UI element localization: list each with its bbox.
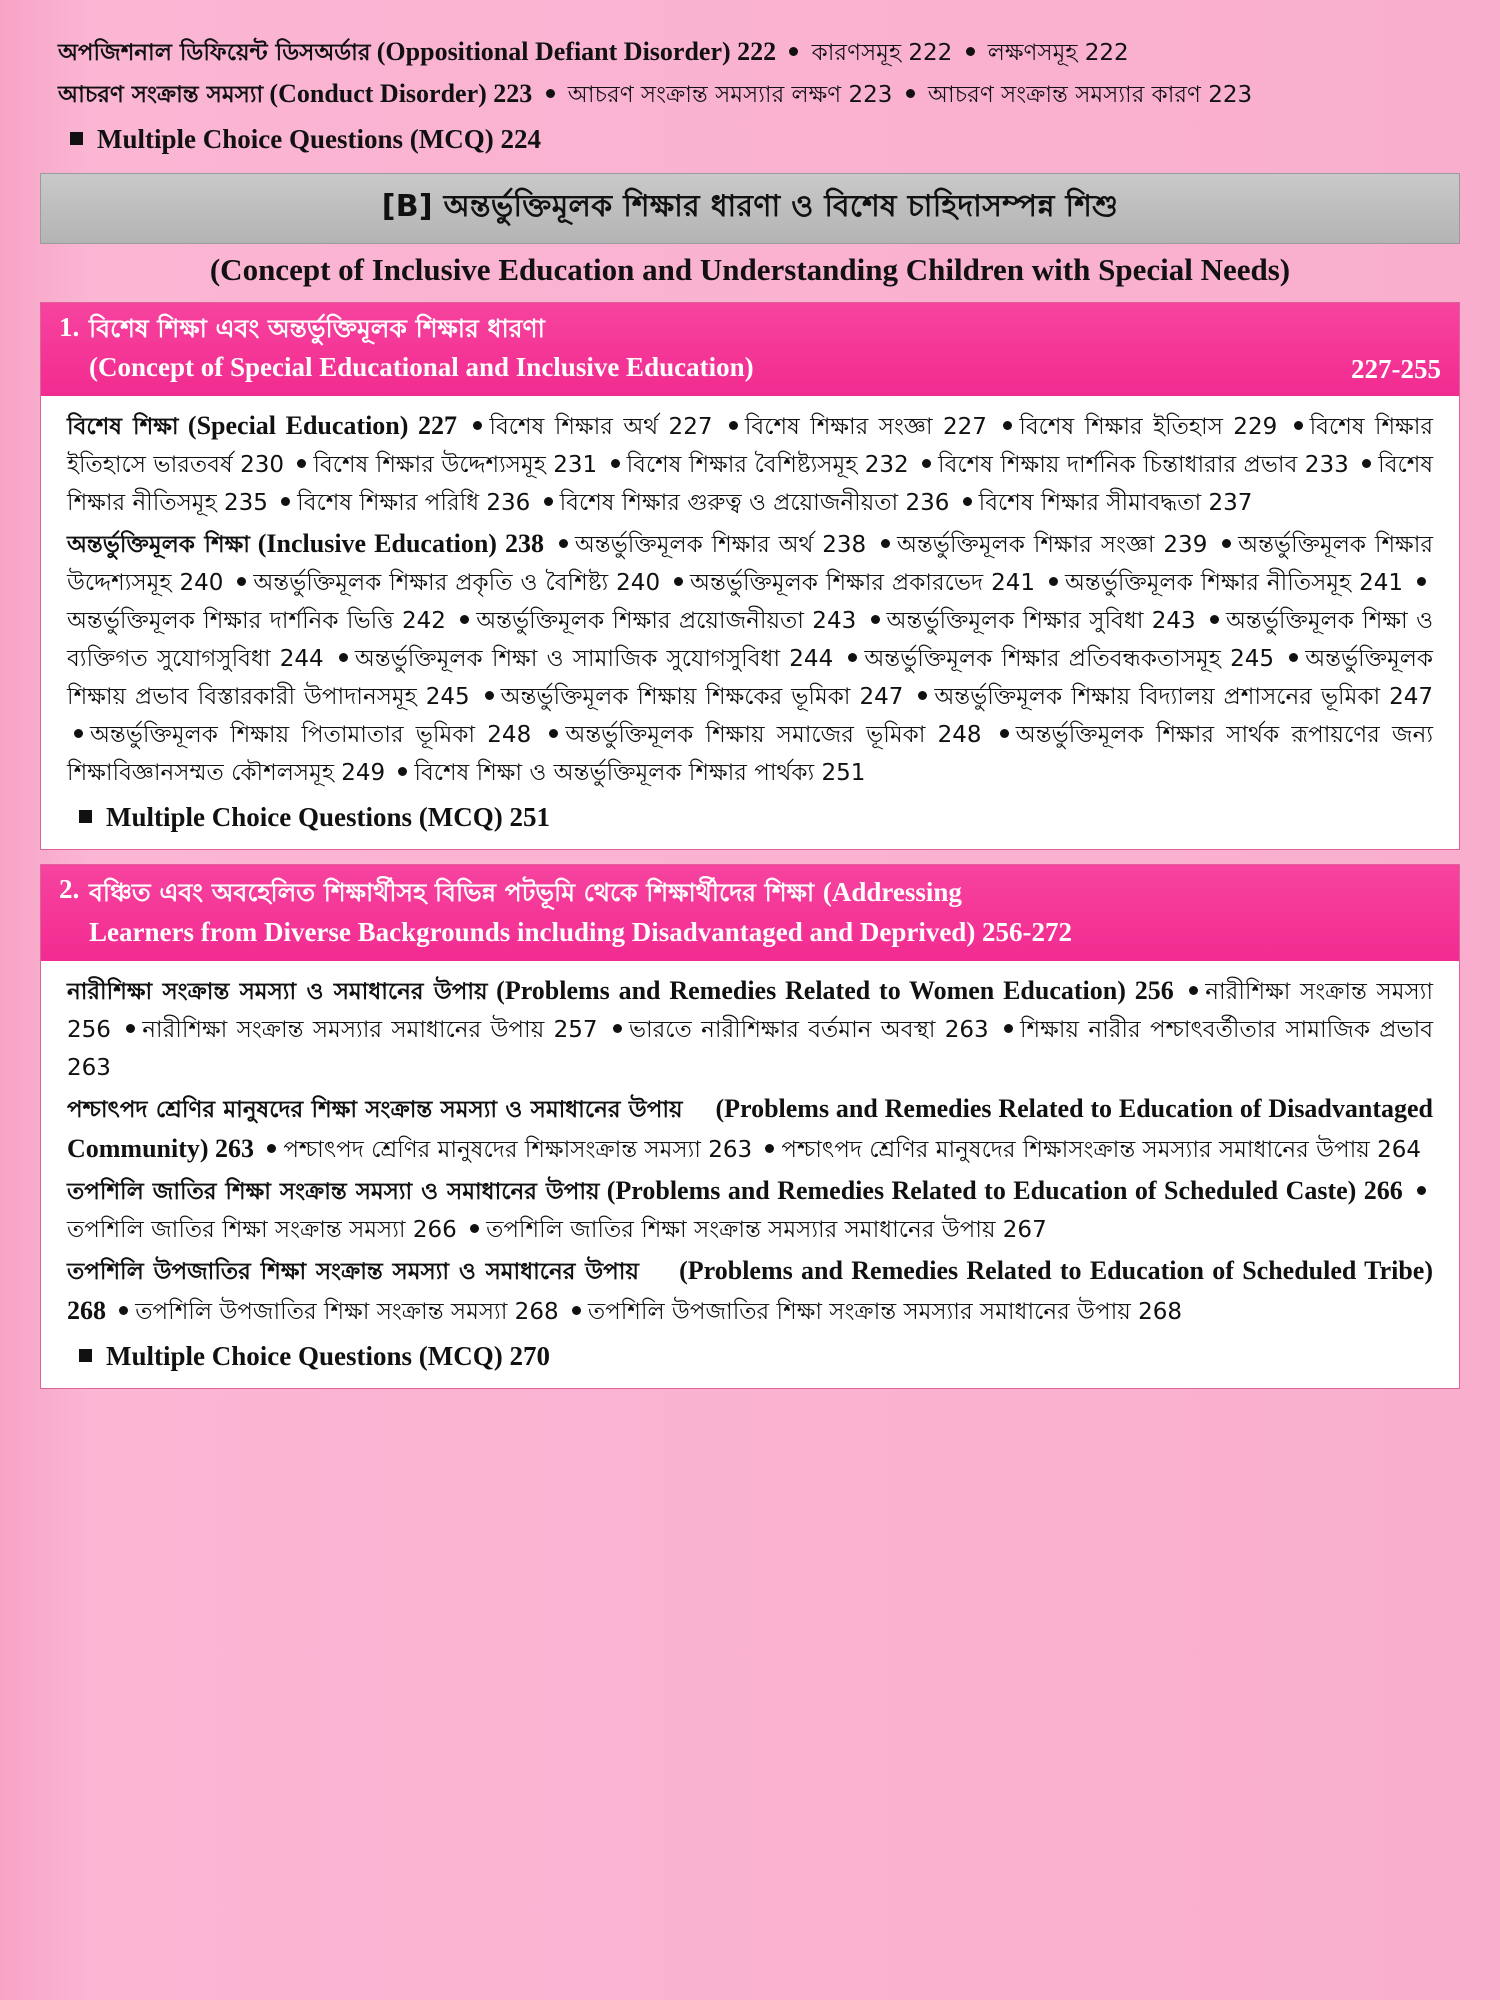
topic-2-sub: অন্তর্ভুক্তিমূলক শিক্ষার দার্শনিক ভিত্তি 242: [67, 608, 446, 635]
topic-2-sub: অন্তর্ভুক্তিমূলক শিক্ষায় শিক্ষকের ভূমিকা 247: [500, 684, 904, 711]
entry1-en-title: (Oppositional Defiant Disorder) 222: [376, 37, 777, 66]
bullet-dot-icon: [119, 1306, 128, 1315]
bullet-dot-icon: [460, 615, 469, 624]
chapter-2-title-bn-text: বঞ্চিত এবং অবহেলিত শিক্ষার্থীসহ বিভিন্ন পটভূমি থেকে শিক্ষার্থীদের শিক্ষা: [89, 878, 815, 908]
chapter-2-group-3: [67, 1171, 1433, 1249]
chapter-1-header[interactable]: [41, 303, 1459, 396]
topic-2-sub: অন্তর্ভুক্তিমূলক শিক্ষার সার্থক রূপায়ণের জন্য শিক্ষাবিজ্ঞানসম্মত কৌশলসমূহ 249: [67, 722, 1433, 787]
group-1-sub: নারীশিক্ষা সংক্রান্ত সমস্যা 256: [67, 979, 1434, 1044]
group-3-sub: তপশিলি জাতির শিক্ষা সংক্রান্ত সমস্যার সমাধানের উপায় 267: [486, 1217, 1047, 1244]
topic-2-sub: অন্তর্ভুক্তিমূলক শিক্ষার প্রকারভেদ 241: [690, 570, 1035, 597]
topic-1-sub: বিশেষ শিক্ষার সীমাবদ্ধতা 237: [978, 490, 1253, 517]
bullet-dot-icon: [237, 577, 246, 586]
section-banner-en: (Concept of Inclusive Education and Understanding Children with Special Needs): [209, 252, 1291, 287]
group-2-head-en: (Problems and Remedies Related to Education of Disadvantaged Community) 263: [67, 1094, 1434, 1164]
bullet-dot-icon: [297, 459, 306, 468]
bullet-dot-icon: [339, 653, 348, 662]
bullet-dot-icon: [267, 1144, 276, 1153]
entry-oppositional-defiant-disorder: [58, 32, 1442, 72]
topic-2-sub: অন্তর্ভুক্তিমূলক শিক্ষার অর্থ 238: [574, 532, 867, 559]
chapter-2-group-4: [67, 1251, 1433, 1331]
bullet-dot-icon: [881, 539, 890, 548]
chapter-2-header[interactable]: [41, 865, 1459, 961]
group-1-sub: নারীশিক্ষা সংক্রান্ত সমস্যার সমাধানের উপায় 257: [142, 1017, 598, 1044]
topic-2-sub: অন্তর্ভুক্তিমূলক শিক্ষায় সমাজের ভূমিকা 248: [565, 722, 982, 749]
chapter-1-body: [41, 396, 1459, 849]
square-bullet-icon: [70, 132, 83, 145]
bullet-dot-icon: [1210, 615, 1219, 624]
entry1-sub-1: কারণসমূহ 222: [811, 40, 953, 66]
bullet-dot-icon: [74, 729, 83, 738]
section-banner-bn: [B] অন্তর্ভুক্তিমূলক শিক্ষার ধারণা ও বিশেষ চাহিদাসম্পন্ন শিশু: [381, 189, 1119, 224]
chapter-card-1: [40, 302, 1460, 850]
topic-2-sub: বিশেষ শিক্ষা ও অন্তর্ভুক্তিমূলক শিক্ষার পার্থক্য 251: [414, 760, 866, 787]
topic-1-sub: বিশেষ শিক্ষায় দার্শনিক চিন্তাধারার প্রভাব 233: [938, 452, 1349, 479]
bullet-dot-icon: [1362, 459, 1371, 468]
bullet-dot-icon: [281, 497, 290, 506]
topic-1-sub: বিশেষ শিক্ষার পরিধি 236: [297, 490, 531, 517]
entry1-bn-title: অপজিশনাল ডিফিয়েন্ট ডিসঅর্ডার: [58, 40, 371, 66]
chapter-card-2: [40, 864, 1460, 1389]
group-3-head-en: (Problems and Remedies Related to Education of Scheduled Caste) 266: [606, 1176, 1403, 1206]
chapter-1-title-bn: বিশেষ শিক্ষা এবং অন্তর্ভুক্তিমূলক শিক্ষার ধারণা: [89, 314, 545, 343]
chapter-2-group-1: [67, 971, 1433, 1087]
bullet-dot-icon: [613, 1024, 622, 1033]
group-1-sub: ভারতে নারীশিক্ষার বর্তমান অবস্থা 263: [628, 1017, 989, 1044]
topic-2-en: (Inclusive Education) 238: [257, 529, 545, 559]
bullet-dot-icon: [1222, 539, 1231, 548]
topic-2-sub: অন্তর্ভুক্তিমূলক শিক্ষার সংজ্ঞা 239: [897, 532, 1208, 559]
bullet-dot-icon: [546, 89, 555, 98]
topic-2-sub: অন্তর্ভুক্তিমূলক শিক্ষায় প্রভাব বিস্তারকারী উপাদানসমূহ 245: [67, 646, 1434, 711]
topic-2-sub: অন্তর্ভুক্তিমূলক শিক্ষা ও ব্যক্তিগত সুযোগসুবিধা 244: [67, 608, 1434, 673]
topic-2-sub: অন্তর্ভুক্তিমূলক শিক্ষার প্রয়োজনীয়তা 243: [476, 608, 857, 635]
bullet-dot-icon: [1294, 421, 1303, 430]
entry1-sub-2: লক্ষণসমূহ 222: [987, 40, 1129, 66]
group-1-head-bn: নারীশিক্ষা সংক্রান্ত সমস্যা ও সমাধানের উপায়: [67, 979, 488, 1006]
bullet-dot-icon: [1417, 577, 1426, 586]
group-2-sub: পশ্চাৎপদ শ্রেণির মানুষদের শিক্ষাসংক্রান্ত সমস্যা 263: [283, 1137, 753, 1164]
entry2-sub-2: আচরণ সংক্রান্ত সমস্যার কারণ 223: [927, 82, 1253, 108]
topic-2-sub: অন্তর্ভুক্তিমূলক শিক্ষায় বিদ্যালয় প্রশাসনের ভূমিকা 247: [934, 684, 1434, 711]
topic-1-sub: বিশেষ শিক্ষার ইতিহাসে ভারতবর্ষ 230: [67, 414, 1434, 479]
group-1-head-en: (Problems and Remedies Related to Women Education) 256: [496, 976, 1174, 1006]
bullet-dot-icon: [789, 47, 798, 56]
bullet-dot-icon: [729, 421, 738, 430]
topic-1-sub: বিশেষ শিক্ষার উদ্দেশ্যসমূহ 231: [313, 452, 598, 479]
bullet-dot-icon: [544, 497, 553, 506]
bullet-dot-icon: [398, 767, 407, 776]
chapter-2-body: [41, 961, 1459, 1388]
mcq-line-chapter-2: [79, 1341, 1433, 1372]
topic-2-sub: অন্তর্ভুক্তিমূলক শিক্ষা ও সামাজিক সুযোগসুবিধা 244: [354, 646, 834, 673]
topic-1-sub: বিশেষ শিক্ষার বৈশিষ্ট্যসমূহ 232: [626, 452, 909, 479]
topic-1-sub: বিশেষ শিক্ষার নীতিসমূহ 235: [67, 452, 1434, 517]
entry2-sub-1: আচরণ সংক্রান্ত সমস্যার লক্ষণ 223: [567, 82, 893, 108]
bullet-dot-icon: [848, 653, 857, 662]
topic-1-sub: বিশেষ শিক্ষার অর্থ 227: [489, 414, 713, 441]
topic-1-en: (Special Education) 227: [187, 411, 458, 441]
group-3-sub: তপশিলি জাতির শিক্ষা সংক্রান্ত সমস্যা 266: [67, 1217, 457, 1244]
group-4-sub: তপশিলি উপজাতির শিক্ষা সংক্রান্ত সমস্যা 268: [135, 1299, 559, 1326]
chapter-1-title-en: (Concept of Special Educational and Inclusive Education): [89, 351, 754, 382]
mcq-label: Multiple Choice Questions (MCQ) 224: [97, 124, 541, 154]
topic-1-sub: বিশেষ শিক্ষার ইতিহাস 229: [1019, 414, 1278, 441]
chapter-1-topic-1: [67, 406, 1433, 522]
entry2-en-title: (Conduct Disorder) 223: [269, 79, 533, 108]
bullet-dot-icon: [1417, 1186, 1426, 1195]
section-banner-b: [40, 173, 1460, 244]
bullet-dot-icon: [470, 1224, 479, 1233]
entry-conduct-disorder: [58, 74, 1442, 114]
bullet-dot-icon: [922, 459, 931, 468]
bullet-dot-icon: [126, 1024, 135, 1033]
topic-2-sub: অন্তর্ভুক্তিমূলক শিক্ষায় পিতামাতার ভূমিকা 248: [90, 722, 532, 749]
group-1-sub: শিক্ষায় নারীর পশ্চাৎবর্তীতার সামাজিক প্রভাব 263: [67, 1017, 1434, 1082]
topic-1-sub: বিশেষ শিক্ষার সংজ্ঞা 227: [744, 414, 987, 441]
top-entries-block: [30, 20, 1470, 155]
mcq-line-chapter-1: [79, 802, 1433, 833]
group-4-head-bn: তপশিলি উপজাতির শিক্ষা সংক্রান্ত সমস্যা ও সমাধানের উপায়: [67, 1259, 639, 1286]
bullet-dot-icon: [1003, 421, 1012, 430]
topic-1-sub: বিশেষ শিক্ষার গুরুত্ব ও প্রয়োজনীয়তা 236: [559, 490, 950, 517]
bullet-dot-icon: [1004, 1024, 1013, 1033]
mcq-label: Multiple Choice Questions (MCQ) 270: [106, 1341, 550, 1372]
bullet-dot-icon: [871, 615, 880, 624]
group-2-head-bn: পশ্চাৎপদ শ্রেণির মানুষদের শিক্ষা সংক্রান্ত সমস্যা ও সমাধানের উপায়: [67, 1097, 683, 1124]
topic-2-sub: অন্তর্ভুক্তিমূলক শিক্ষার প্রকৃতি ও বৈশিষ্ট্য 240: [253, 570, 661, 597]
bullet-dot-icon: [1000, 729, 1009, 738]
topic-2-sub: অন্তর্ভুক্তিমূলক শিক্ষার নীতিসমূহ 241: [1064, 570, 1404, 597]
bullet-dot-icon: [485, 691, 494, 700]
bullet-dot-icon: [549, 729, 558, 738]
group-4-head-en: (Problems and Remedies Related to Education of Scheduled Tribe) 268: [67, 1256, 1433, 1326]
group-3-head-bn: তপশিলি জাতির শিক্ষা সংক্রান্ত সমস্যা ও সমাধানের উপায়: [67, 1179, 600, 1206]
chapter-2-number: 2.: [59, 874, 80, 905]
bullet-dot-icon: [918, 691, 927, 700]
bullet-dot-icon: [572, 1306, 581, 1315]
topic-2-bn: অন্তর্ভুক্তিমূলক শিক্ষা: [67, 532, 250, 559]
topic-2-sub: অন্তর্ভুক্তিমূলক শিক্ষার প্রতিবন্ধকতাসমূহ 245: [864, 646, 1275, 673]
bullet-dot-icon: [1289, 653, 1298, 662]
square-bullet-icon: [79, 1349, 92, 1362]
bullet-dot-icon: [559, 539, 568, 548]
entry2-bn-title: আচরণ সংক্রান্ত সমস্যা: [58, 82, 264, 108]
topic-2-sub: অন্তর্ভুক্তিমূলক শিক্ষার উদ্দেশ্যসমূহ 240: [67, 532, 1434, 597]
square-bullet-icon: [79, 810, 92, 823]
bullet-dot-icon: [611, 459, 620, 468]
bullet-dot-icon: [906, 89, 915, 98]
bullet-dot-icon: [674, 577, 683, 586]
bullet-dot-icon: [966, 47, 975, 56]
bullet-dot-icon: [963, 497, 972, 506]
topic-2-sub: অন্তর্ভুক্তিমূলক শিক্ষার সুবিধা 243: [886, 608, 1196, 635]
topic-1-bn: বিশেষ শিক্ষা: [67, 414, 179, 441]
chapter-1-number: 1.: [59, 312, 80, 342]
group-2-sub: পশ্চাৎপদ শ্রেণির মানুষদের শিক্ষাসংক্রান্ত সমস্যার সমাধানের উপায় 264: [781, 1137, 1422, 1164]
mcq-line-top: [70, 124, 1442, 155]
chapter-2-title-en-part2: Learners from Diverse Backgrounds including Disadvantaged and Deprived) 256-272: [89, 916, 1073, 947]
group-4-sub: তপশিলি উপজাতির শিক্ষা সংক্রান্ত সমস্যার সমাধানের উপায় 268: [587, 1299, 1183, 1326]
bullet-dot-icon: [473, 421, 482, 430]
chapter-2-title-en-part1: (Addressing: [822, 877, 962, 908]
bullet-dot-icon: [1189, 986, 1198, 995]
chapter-1-pages: 227-255: [1351, 354, 1441, 385]
chapter-2-title-bn: [89, 874, 1441, 910]
bullet-dot-icon: [1049, 577, 1058, 586]
chapter-2-group-2: [67, 1089, 1433, 1169]
chapter-1-topic-2: [67, 524, 1433, 792]
page-inner: [30, 20, 1470, 1980]
bullet-dot-icon: [765, 1144, 774, 1153]
mcq-label: Multiple Choice Questions (MCQ) 251: [106, 802, 550, 833]
